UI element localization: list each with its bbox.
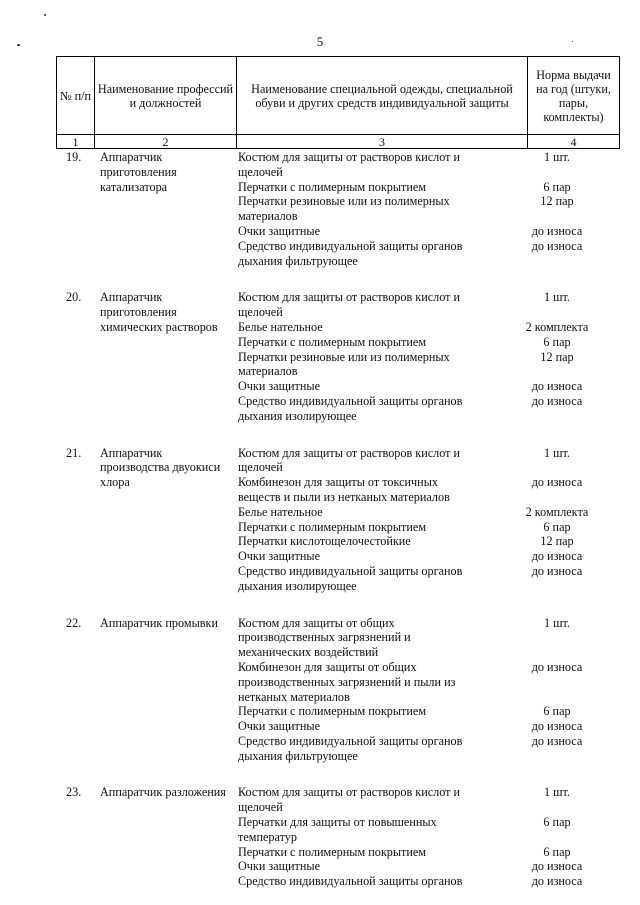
page-number: 5 [316, 34, 324, 49]
item-norm: 6 пар [543, 844, 571, 859]
profession-name: Аппаратчик приготовления химических растворов [100, 290, 218, 334]
table-row [56, 150, 599, 268]
equipment-item [238, 719, 599, 734]
row-number: 22. [66, 615, 82, 630]
header-index-3: 3 [237, 135, 528, 149]
item-name: Очки защитные [238, 379, 320, 394]
item-name: Перчатки с полимерным покрытием [238, 704, 427, 719]
item-norm: 1 шт. [544, 290, 570, 305]
equipment-item [238, 505, 599, 520]
item-norm: 6 пар [543, 704, 571, 719]
entries-list [56, 150, 599, 889]
item-norm: до износа [531, 475, 583, 490]
row-number: 20. [66, 290, 82, 305]
item-name: Перчатки для защиты от повышенных температур [238, 815, 437, 844]
item-name: Средство индивидуальной защиты органов дыхания фильтрующее [238, 733, 463, 763]
item-name: Белье нательное [238, 319, 323, 334]
item-name: Средство индивидуальной защиты органов [238, 874, 463, 889]
equipment-item [238, 224, 599, 239]
equipment-item [238, 874, 599, 889]
equipment-item [238, 180, 599, 195]
item-name: Костюм для защиты от растворов кислот и щелочей [238, 785, 461, 815]
item-norm: 6 пар [543, 815, 571, 830]
item-norm: 6 пар [543, 179, 571, 194]
equipment-item [238, 194, 599, 224]
equipment-item [238, 534, 599, 549]
profession-name: Аппаратчик разложения [100, 785, 226, 800]
equipment-item [238, 394, 599, 424]
table-row [56, 785, 599, 889]
table-row [56, 290, 599, 423]
equipment-item [238, 845, 599, 860]
item-norm: до износа [531, 874, 583, 889]
item-norm: до износа [531, 659, 583, 674]
header-index-2: 2 [95, 135, 237, 149]
item-norm: 1 шт. [544, 615, 570, 630]
item-name: Очки защитные [238, 549, 320, 564]
equipment-item [238, 239, 599, 269]
header-col-number: № п/п [57, 57, 95, 135]
header-col-equipment: Наименование специальной одежды, специальной обуви и других средств индивидуальной защиты [237, 57, 528, 135]
item-norm: до износа [531, 549, 583, 564]
row-number: 21. [66, 445, 82, 460]
item-name: Костюм для защиты от растворов кислот и щелочей [238, 290, 461, 320]
equipment-item [238, 815, 599, 845]
item-norm: 2 комплекта [525, 319, 589, 334]
item-name: Костюм для защиты от растворов кислот и щелочей [238, 150, 461, 179]
equipment-item [238, 150, 599, 180]
item-name: Костюм для защиты от общих производственных загрязнений и механических воздействий [238, 615, 411, 660]
item-norm: до износа [531, 379, 583, 394]
profession-name: Аппаратчик приготовления катализатора [100, 150, 177, 194]
item-norm: 1 шт. [544, 150, 570, 164]
equipment-item [238, 704, 599, 719]
item-norm: 6 пар [543, 519, 571, 534]
profession-name: Аппаратчик промывки [100, 615, 218, 630]
equipment-item [238, 616, 599, 660]
row-number: 23. [66, 785, 82, 800]
header-col-norm: Норма выдачи на год (штуки, пары, комплекты) [528, 57, 620, 135]
item-name: Средство индивидуальной защиты органов дыхания изолирующее [238, 393, 463, 423]
equipment-item [238, 320, 599, 335]
header-col-profession: Наименование профессий и должностей [95, 57, 237, 135]
table-row [56, 446, 599, 594]
equipment-item [238, 335, 599, 350]
item-norm: 1 шт. [544, 785, 570, 800]
item-norm: до износа [531, 223, 583, 238]
item-norm: до износа [531, 733, 583, 748]
item-name: Костюм для защиты от растворов кислот и щелочей [238, 445, 461, 475]
item-name: Перчатки с полимерным покрытием [238, 519, 427, 534]
item-norm: до износа [531, 859, 583, 874]
equipment-item [238, 475, 599, 505]
item-name: Средство индивидуальной защиты органов дыхания фильтрующее [238, 238, 463, 268]
equipment-item [238, 290, 599, 320]
table-row [56, 616, 599, 764]
equipment-item [238, 859, 599, 874]
item-norm: до износа [531, 563, 583, 578]
header-index-4: 4 [528, 135, 620, 149]
item-norm: 2 комплекта [525, 504, 589, 519]
equipment-item [238, 564, 599, 594]
equipment-item [238, 446, 599, 476]
item-norm: 1 шт. [544, 445, 570, 460]
equipment-item [238, 734, 599, 764]
item-norm: 12 пар [540, 534, 574, 549]
item-name: Перчатки резиновые или из полимерных материалов [238, 194, 450, 224]
item-name: Очки защитные [238, 859, 320, 874]
item-name: Перчатки с полимерным покрытием [238, 334, 427, 349]
item-name: Очки защитные [238, 223, 320, 238]
item-norm: до износа [531, 238, 583, 253]
item-norm: 12 пар [540, 349, 574, 364]
item-name: Комбинезон для защиты от общих производственных загрязнений и пыли из нетканых материалов [238, 659, 456, 704]
header-index-1: 1 [57, 135, 95, 149]
item-norm: до износа [531, 393, 583, 408]
equipment-item [238, 350, 599, 380]
item-name: Перчатки с полимерным покрытием [238, 179, 427, 194]
item-name: Перчатки кислотощелочестойкие [238, 534, 411, 549]
profession-name: Аппаратчик производства двуокиси хлора [100, 445, 221, 490]
equipment-item [238, 549, 599, 564]
equipment-item [238, 785, 599, 815]
item-name: Белье нательное [238, 504, 323, 519]
equipment-item [238, 660, 599, 704]
row-number: 19. [66, 150, 82, 164]
equipment-item [238, 520, 599, 535]
item-name: Комбинезон для защиты от токсичных веществ и пыли из нетканых материалов [238, 475, 450, 504]
table-header [56, 56, 620, 149]
item-norm: до износа [531, 719, 583, 734]
item-name: Очки защитные [238, 719, 320, 734]
equipment-item [238, 379, 599, 394]
item-norm: 12 пар [540, 194, 574, 209]
item-norm: 6 пар [543, 334, 571, 349]
item-name: Средство индивидуальной защиты органов дыхания изолирующее [238, 563, 463, 593]
item-name: Перчатки с полимерным покрытием [238, 844, 427, 859]
item-name: Перчатки резиновые или из полимерных материалов [238, 349, 450, 379]
scan-speck [44, 14, 46, 16]
